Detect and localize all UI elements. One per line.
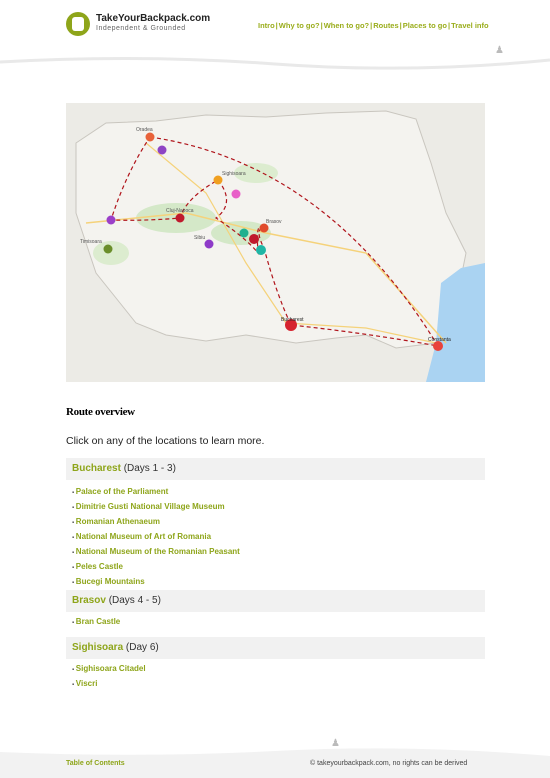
location-link[interactable]: ▪ Dimitrie Gusti National Village Museum	[72, 500, 240, 515]
brand-name: TakeYourBackpack.com	[96, 13, 211, 24]
day-range: (Day 6)	[125, 642, 159, 653]
site-logo[interactable]	[66, 12, 210, 36]
location-link[interactable]: ▪ Sighisoara Citadel	[72, 662, 146, 677]
hiker-icon: ♟	[495, 45, 504, 56]
map-label-cluj: Cluj-Napoca	[166, 208, 194, 214]
page-header	[0, 0, 550, 70]
route-map[interactable]	[66, 103, 485, 382]
route-overview-title: Route overview	[66, 406, 135, 418]
location-link[interactable]: ▪ Bucegi Mountains	[72, 575, 240, 590]
intro-text: Click on any of the locations to learn more.	[66, 435, 265, 447]
day-group-bucharest	[66, 458, 485, 480]
table-of-contents-link[interactable]: Table of Contents	[66, 760, 125, 767]
day-place-link[interactable]: Brasov	[72, 595, 106, 606]
top-navigation: Intro | Why to go? | When to go? | Routes | Places to go | Travel info	[258, 21, 489, 30]
map-label-sighisoara: Sighisoara	[222, 171, 246, 177]
location-link[interactable]: ▪ Bran Castle	[72, 615, 120, 630]
location-link[interactable]: ▪ Romanian Athenaeum	[72, 515, 240, 530]
map-label-bucharest: Bucharest	[281, 317, 304, 323]
location-link[interactable]: ▪ Peles Castle	[72, 560, 240, 575]
day-group-sighisoara	[66, 637, 485, 659]
location-link[interactable]: ▪ National Museum of the Romanian Peasant	[72, 545, 240, 560]
nav-travel-info[interactable]: Travel info	[451, 21, 489, 30]
map-label-timisoara: Timisoara	[80, 239, 102, 245]
day-range: (Days 4 - 5)	[108, 595, 161, 606]
location-list-sighisoara	[72, 662, 146, 692]
location-link[interactable]: ▪ National Museum of Art of Romania	[72, 530, 240, 545]
map-label-oradea: Oradea	[136, 127, 153, 133]
location-list-brasov	[72, 615, 120, 630]
day-range: (Days 1 - 3)	[123, 463, 176, 474]
footer-hiker-icon: ♟	[331, 738, 340, 749]
copyright-text: © takeyourbackpack.com, no rights can be derived	[310, 760, 468, 767]
location-link[interactable]: ▪ Viscri	[72, 677, 146, 692]
map-label-sibiu: Sibiu	[194, 235, 206, 241]
location-link[interactable]: ▪ Palace of the Parliament	[72, 485, 240, 500]
backpack-logo-icon	[66, 12, 90, 36]
header-wave	[0, 54, 550, 74]
nav-when-to-go[interactable]: When to go?	[323, 21, 370, 30]
brand-tagline: Independent & Grounded	[96, 25, 186, 32]
nav-why-to-go[interactable]: Why to go?	[278, 21, 320, 30]
nav-routes[interactable]: Routes	[373, 21, 399, 30]
day-place-link[interactable]: Sighisoara	[72, 642, 124, 653]
romania-map	[66, 103, 485, 382]
nav-intro[interactable]: Intro	[258, 21, 275, 30]
nav-places-to-go[interactable]: Places to go	[402, 21, 447, 30]
day-group-brasov	[66, 590, 485, 612]
map-label-brasov: Brasov	[266, 219, 282, 225]
day-place-link[interactable]: Bucharest	[72, 463, 121, 474]
map-label-constanta: Constanta	[428, 337, 451, 343]
location-list-bucharest	[72, 485, 240, 590]
